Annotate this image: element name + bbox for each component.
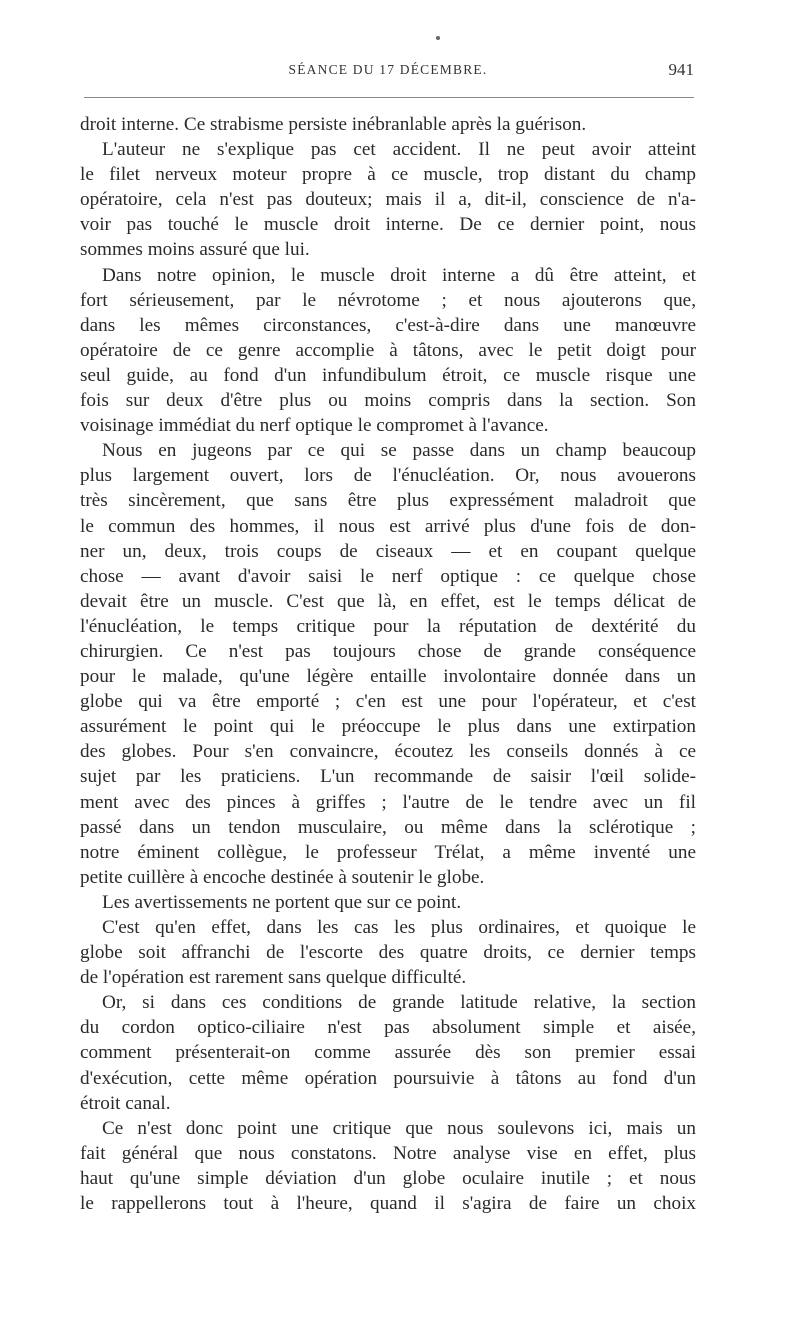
header-rule xyxy=(84,97,694,98)
text-line: dans les mêmes circonstances, c'est-à-dire dans une manœuvre xyxy=(80,314,696,336)
text-line: Nous en jugeons par ce qui se passe dans un champ beaucoup xyxy=(102,440,696,462)
text-line: globe soit affranchi de l'escorte des quatre droits, ce dernier temps xyxy=(80,942,696,964)
text-line: ner un, deux, trois coups de ciseaux — et en coupant quelque xyxy=(80,540,696,562)
text-line: Dans notre opinion, le muscle droit interne a dû être atteint, et xyxy=(102,264,696,286)
page-header xyxy=(80,62,696,86)
text-line: plus largement ouvert, lors de l'énucléation. Or, nous avouerons xyxy=(80,465,696,487)
text-line: voir pas touché le muscle droit interne. De ce dernier point, nous xyxy=(80,214,696,236)
text-line: le rappellerons tout à l'heure, quand il s'agira de faire un choix xyxy=(80,1193,696,1215)
text-line: haut qu'une simple déviation d'un globe oculaire inutile ; et nous xyxy=(80,1167,696,1189)
text-line: fait général que nous constatons. Notre analyse vise en effet, plus xyxy=(80,1142,696,1164)
text-line: passé dans un tendon musculaire, ou même dans la sclérotique ; xyxy=(80,816,696,838)
text-line: L'auteur ne s'explique pas cet accident. Il ne peut avoir atteint xyxy=(102,139,696,161)
body-text xyxy=(80,112,696,1216)
text-line: des globes. Pour s'en convaincre, écoutez les conseils donnés à ce xyxy=(80,741,696,763)
text-line: opératoire, cela n'est pas douteux; mais il a, dit-il, conscience de n'a- xyxy=(80,189,696,211)
running-head: SÉANCE DU 17 DÉCEMBRE. xyxy=(288,62,488,77)
text-line: très sincèrement, que sans être plus expressément maladroit que xyxy=(80,490,696,512)
text-line: pour le malade, qu'une légère entaille involontaire donnée dans un xyxy=(80,666,696,688)
text-line: sommes moins assuré que lui. xyxy=(80,239,310,261)
text-line: du cordon optico-ciliaire n'est pas absolument simple et aisée, xyxy=(80,1017,696,1039)
text-line: seul guide, au fond d'un infundibulum étroit, ce muscle risque une xyxy=(80,364,696,386)
print-speck xyxy=(436,36,440,40)
text-line: opératoire de ce genre accomplie à tâtons, avec le petit doigt pour xyxy=(80,339,696,361)
text-line: sujet par les praticiens. L'un recommande de saisir l'œil solide- xyxy=(80,766,696,788)
text-line: chose — avant d'avoir saisi le nerf optique : ce quelque chose xyxy=(80,565,696,587)
text-line: le filet nerveux moteur propre à ce muscle, trop distant du champ xyxy=(80,164,696,186)
text-line: de l'opération est rarement sans quelque difficulté. xyxy=(80,967,467,989)
text-line: fois sur deux d'être plus ou moins compris dans la section. Son xyxy=(80,390,696,412)
text-line: étroit canal. xyxy=(80,1092,171,1114)
text-line: fort sérieusement, par le névrotome ; et nous ajouterons que, xyxy=(80,289,696,311)
text-line: Ce n'est donc point une critique que nous soulevons ici, mais un xyxy=(102,1117,696,1139)
text-line: comment présenterait-on comme assurée dès son premier essai xyxy=(80,1042,696,1064)
book-page xyxy=(80,0,696,1344)
text-line: voisinage immédiat du nerf optique le compromet à l'avance. xyxy=(80,415,549,437)
text-line: ment avec des pinces à griffes ; l'autre de le tendre avec un fil xyxy=(80,791,696,813)
text-line: chirurgien. Ce n'est pas toujours chose de grande conséquence xyxy=(80,640,696,662)
text-line: assurément le point qui le préoccupe le plus dans une extirpation xyxy=(80,716,696,738)
text-line: Les avertissements ne portent que sur ce point. xyxy=(102,891,462,913)
page-number: 941 xyxy=(668,60,694,79)
text-line: Or, si dans ces conditions de grande latitude relative, la section xyxy=(102,992,696,1014)
text-line: droit interne. Ce strabisme persiste inébranlable après la guérison. xyxy=(80,114,587,135)
text-line: notre éminent collègue, le professeur Trélat, a même inventé une xyxy=(80,841,696,863)
text-line: petite cuillère à encoche destinée à soutenir le globe. xyxy=(80,866,485,888)
text-line: d'exécution, cette même opération poursuivie à tâtons au fond d'un xyxy=(80,1067,696,1089)
text-line: C'est qu'en effet, dans les cas les plus ordinaires, et quoique le xyxy=(102,917,696,938)
text-line: globe qui va être emporté ; c'en est une pour l'opérateur, et c'est xyxy=(80,691,696,713)
text-line: l'énucléation, le temps critique pour la réputation de dextérité du xyxy=(80,615,696,637)
text-line: le commun des hommes, il nous est arrivé plus d'une fois de don- xyxy=(80,515,696,537)
text-line: devait être un muscle. C'est que là, en effet, est le temps délicat de xyxy=(80,590,696,612)
